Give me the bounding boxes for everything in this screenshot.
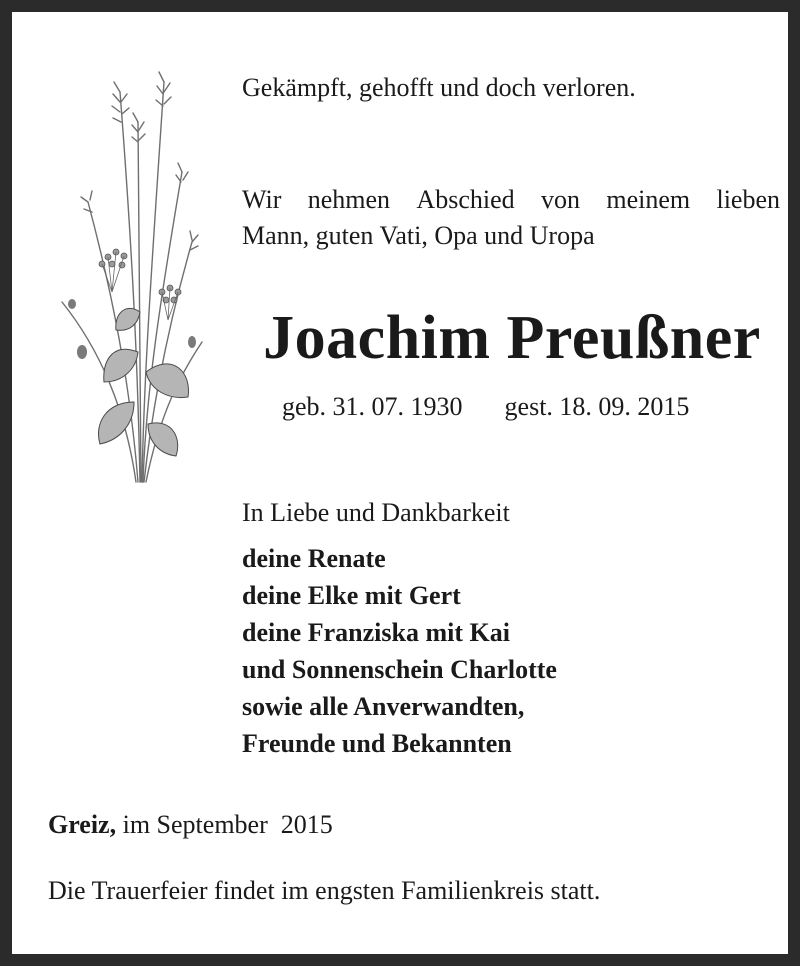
mourner-item: sowie alle Anverwandten, xyxy=(242,692,525,721)
death-date: gest. 18. 09. 2015 xyxy=(504,392,690,421)
farewell-word: nehmen xyxy=(307,185,391,214)
deceased-name: Joachim Preußner xyxy=(263,304,761,372)
farewell-word: lieben xyxy=(716,185,780,214)
mourners-list xyxy=(242,540,557,762)
farewell-line-1 xyxy=(242,182,780,218)
thanks-line: In Liebe und Dankbarkeit xyxy=(242,498,510,527)
wildflower-bouquet-icon xyxy=(42,52,212,492)
mourner-item: und Sonnenschein Charlotte xyxy=(242,655,557,684)
funeral-note: Die Trauerfeier findet im engsten Familienkreis statt. xyxy=(48,876,601,905)
mourner-item: deine Renate xyxy=(242,544,386,573)
mourner-item: deine Franziska mit Kai xyxy=(242,618,510,647)
farewell-line-2: Mann, guten Vati, Opa und Uropa xyxy=(242,221,595,250)
life-dates xyxy=(282,390,689,424)
farewell-word: Wir xyxy=(242,185,282,214)
farewell-text xyxy=(242,182,780,254)
farewell-word: Abschied xyxy=(416,185,515,214)
farewell-word: meinem xyxy=(606,185,691,214)
place-and-date xyxy=(48,808,333,842)
farewell-word: von xyxy=(540,185,580,214)
birth-date: geb. 31. 07. 1930 xyxy=(282,392,463,421)
place-date: im September 2015 xyxy=(116,810,333,839)
place-city: Greiz, xyxy=(48,810,117,839)
mourner-item: deine Elke mit Gert xyxy=(242,581,461,610)
motto: Gekämpft, gehofft und doch verloren. xyxy=(242,73,636,102)
mourner-item: Freunde und Bekannten xyxy=(242,729,512,758)
